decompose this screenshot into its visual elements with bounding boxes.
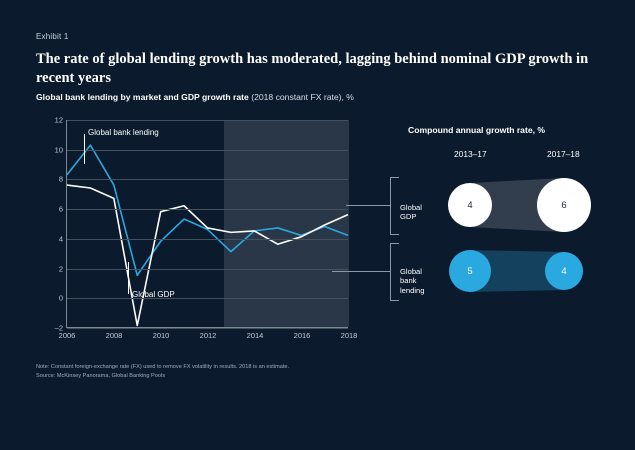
cagr-panel <box>392 125 604 340</box>
x-axis-tick: 2006 <box>58 331 76 340</box>
chart-subtitle <box>36 92 596 102</box>
gridline <box>67 298 348 299</box>
cagr-row-label-gdp: Global GDP <box>400 203 422 222</box>
bubble-lending-2013-17: 5 <box>449 250 491 292</box>
y-axis-tick: 2 <box>58 264 63 274</box>
x-axis-tick: 2018 <box>340 331 358 340</box>
bracket-stem-lending <box>332 271 390 272</box>
footnote <box>36 363 396 380</box>
bracket-stem-gdp <box>346 205 390 206</box>
x-axis-tick: 2012 <box>199 331 217 340</box>
y-axis-tick: 6 <box>58 204 63 214</box>
gridline <box>67 209 348 210</box>
cagr-row-label-lending: Global bank lending <box>400 267 425 295</box>
y-axis-tick: 4 <box>58 234 63 244</box>
funnel-connectors <box>392 125 604 340</box>
y-axis-tick: 8 <box>58 174 63 184</box>
series-line <box>67 145 348 275</box>
y-axis-tick: 10 <box>54 145 63 155</box>
gridline <box>67 150 348 151</box>
series-line <box>67 185 348 325</box>
y-axis-tick: 0 <box>58 293 63 303</box>
footnote-note: Note: Constant foreign-exchange rate (FX) used to remove FX volatility in results. 2018 is an estimate. <box>36 364 290 370</box>
cagr-column-header-1: 2013–17 <box>454 149 487 159</box>
annotation-gdp: Global GDP <box>132 290 175 299</box>
bubble-lending-2017-18: 4 <box>545 252 583 290</box>
leader-line-gdp <box>128 262 129 294</box>
gridline <box>67 239 348 240</box>
y-axis-tick: –2 <box>54 323 63 333</box>
x-axis-tick: 2016 <box>293 331 311 340</box>
annotation-lending: Global bank lending <box>88 128 159 137</box>
exhibit-label: Exhibit 1 <box>36 32 69 41</box>
leader-line-lending <box>84 134 85 164</box>
gridline <box>67 179 348 180</box>
line-chart <box>36 112 356 342</box>
cagr-title: Compound annual growth rate, % <box>408 125 546 135</box>
bubble-gdp-2017-18: 6 <box>537 178 591 232</box>
cagr-column-header-2: 2017–18 <box>547 149 580 159</box>
series-lines <box>67 120 348 327</box>
page-title: The rate of global lending growth has moderated, lagging behind nominal GDP growth in recent years <box>36 51 589 87</box>
chart-plot-area <box>54 115 358 340</box>
footnote-source: Source: McKinsey Panorama, Global Banking Pools <box>36 372 166 379</box>
chart-subtitle-normal: (2018 constant FX rate), % <box>251 92 354 102</box>
x-axis-tick: 2014 <box>246 331 264 340</box>
chart-subtitle-bold: Global bank lending by market and GDP growth rate <box>36 92 249 102</box>
x-axis-tick: 2010 <box>152 331 170 340</box>
gridline <box>67 328 348 329</box>
x-axis-tick: 2008 <box>105 331 123 340</box>
gridline <box>67 120 348 121</box>
gridline <box>67 269 348 270</box>
bubble-gdp-2013-17: 4 <box>448 183 492 227</box>
y-axis-tick: 12 <box>54 115 63 125</box>
